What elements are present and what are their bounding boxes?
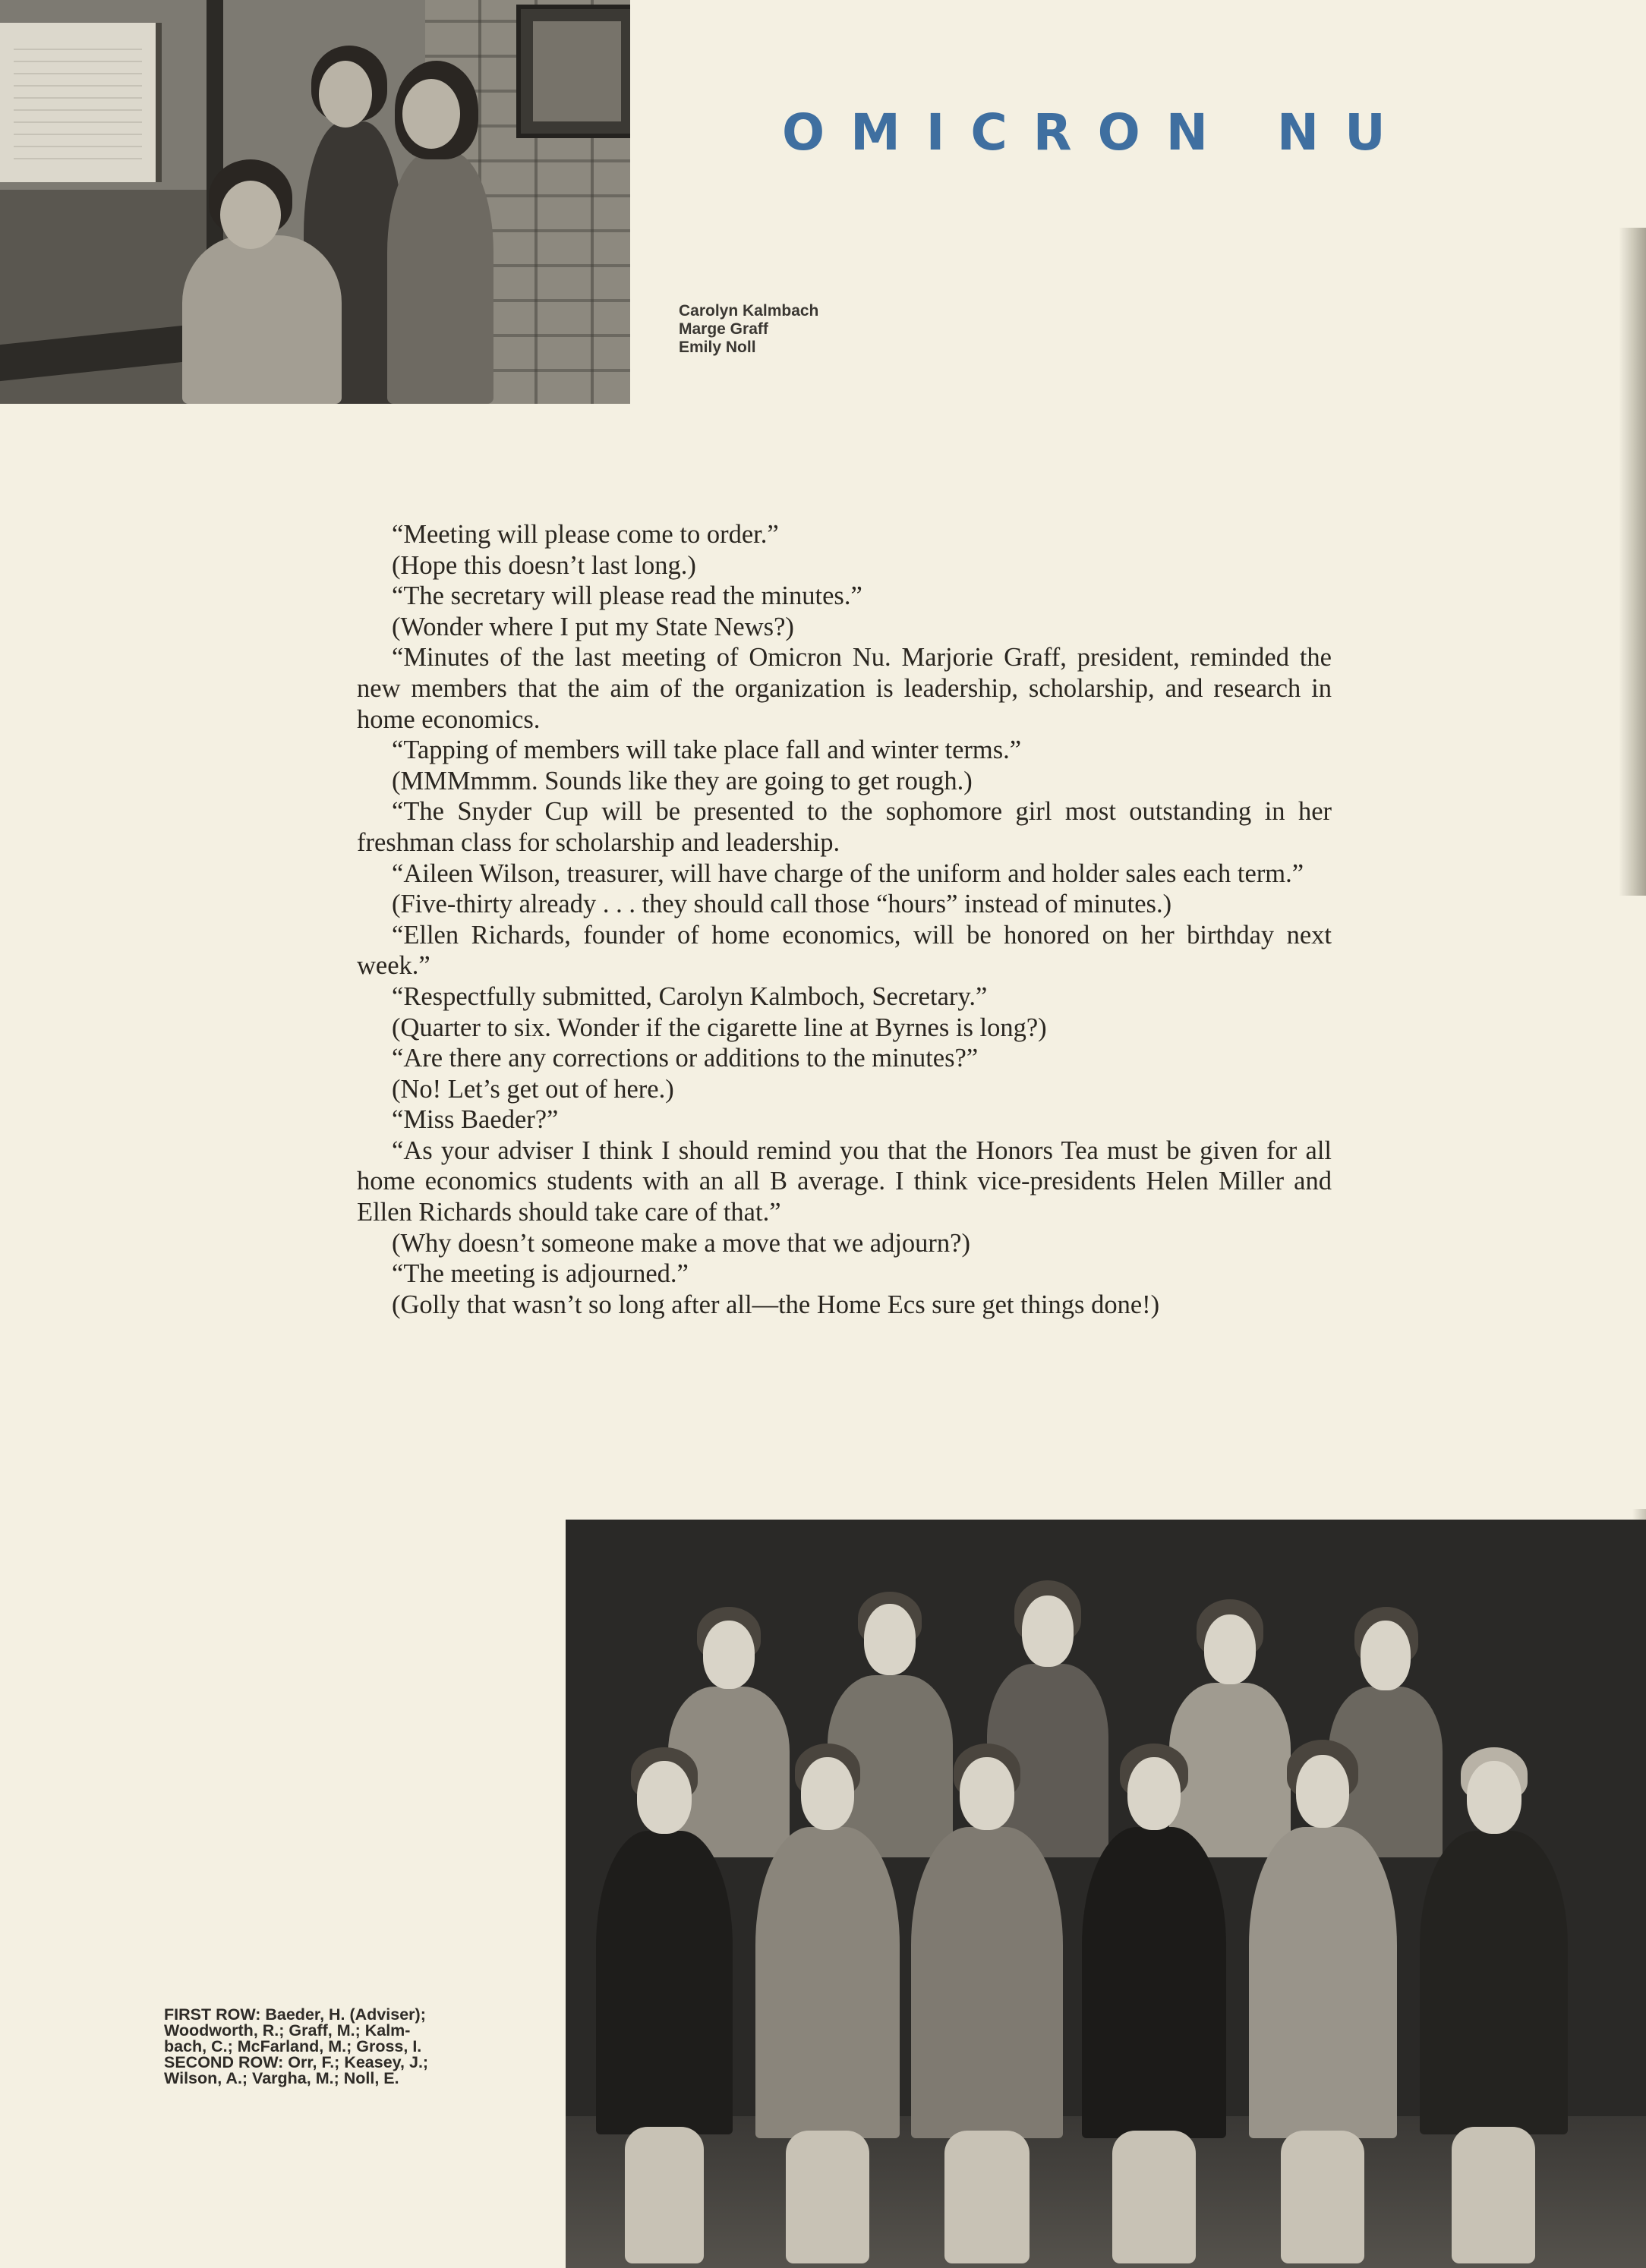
paragraph: “Are there any corrections or additions to the minutes?” — [392, 1044, 979, 1073]
top-photo — [0, 0, 630, 404]
group-photo — [566, 1520, 1646, 2268]
paragraph: (Quarter to six. Wonder if the cigarette line at Byrnes is long?) — [392, 1013, 1047, 1042]
seated-woman — [175, 159, 349, 404]
caption-line: Emily Noll — [679, 339, 756, 356]
member-front-4 — [1082, 1744, 1226, 2263]
paragraph: “Ellen Richards, founder of home economics, will be honored on her birthday next week.” — [357, 920, 1332, 981]
top-photo-caption — [679, 302, 818, 357]
framed-picture — [516, 5, 630, 138]
paragraph: (Why doesn’t someone make a move that we adjourn?) — [392, 1228, 970, 1258]
caption-line: Woodworth, R.; Graff, M.; Kalm- — [164, 2021, 411, 2040]
paragraph: (Wonder where I put my State News?) — [392, 612, 794, 641]
paragraph: (Golly that wasn’t so long after all—the Home Ecs sure get things done!) — [392, 1290, 1160, 1319]
paragraph: “Aileen Wilson, treasurer, will have charge of the uniform and holder sales each term.” — [392, 858, 1304, 888]
standing-woman-cardigan — [372, 61, 501, 404]
paragraph: “Respectfully submitted, Carolyn Kalmboch, Secretary.” — [392, 981, 988, 1011]
member-front-6 — [1420, 1747, 1568, 2263]
caption-line: Wilson, A.; Vargha, M.; Noll, E. — [164, 2069, 399, 2087]
page-title: OMICRON NU — [782, 103, 1411, 162]
caption-line: FIRST ROW: Baeder, H. (Adviser); — [164, 2005, 426, 2024]
paragraph: (Hope this doesn’t last long.) — [392, 550, 696, 580]
paragraph: “As your adviser I think I should remind you that the Honors Tea must be given for all home economics students with an all B average. I think vice-presidents Helen Miller and Ellen Richards should take care of that.” — [357, 1136, 1332, 1227]
member-front-1 — [596, 1747, 733, 2263]
paragraph: “The Snyder Cup will be presented to the sophomore girl most outstanding in her freshman class for scholarship and leadership. — [357, 797, 1332, 857]
caption-line: Marge Graff — [679, 320, 768, 338]
paragraph: “Meeting will please come to order.” — [392, 520, 779, 549]
paragraph: (MMMmmm. Sounds like they are going to get rough.) — [392, 766, 973, 795]
caption-line: SECOND ROW: Orr, F.; Keasey, J.; — [164, 2053, 429, 2071]
member-front-2 — [755, 1744, 900, 2263]
paragraph: “Tapping of members will take place fall and winter terms.” — [392, 736, 1022, 765]
page-edge-shadow — [1619, 228, 1646, 896]
paragraph: “The meeting is adjourned.” — [392, 1259, 689, 1289]
paragraph: “The secretary will please read the minutes.” — [392, 581, 862, 611]
paragraph: (No! Let’s get out of here.) — [392, 1074, 674, 1104]
member-front-3 — [911, 1744, 1063, 2263]
minutes-text — [357, 519, 1332, 1320]
paragraph: (Five-thirty already . . . they should call those “hours” instead of minutes.) — [392, 890, 1172, 919]
member-front-5 — [1249, 1740, 1397, 2263]
paragraph: “Minutes of the last meeting of Omicron Nu. Marjorie Graff, president, reminded the new members that the aim of the organization is leadership, scholarship, and research in home economics. — [357, 643, 1332, 734]
paragraph: “Miss Baeder?” — [392, 1105, 559, 1135]
bulletin-board — [0, 23, 162, 182]
caption-line: bach, C.; McFarland, M.; Gross, I. — [164, 2037, 422, 2055]
group-photo-caption — [164, 2007, 521, 2087]
caption-line: Carolyn Kalmbach — [679, 302, 819, 320]
